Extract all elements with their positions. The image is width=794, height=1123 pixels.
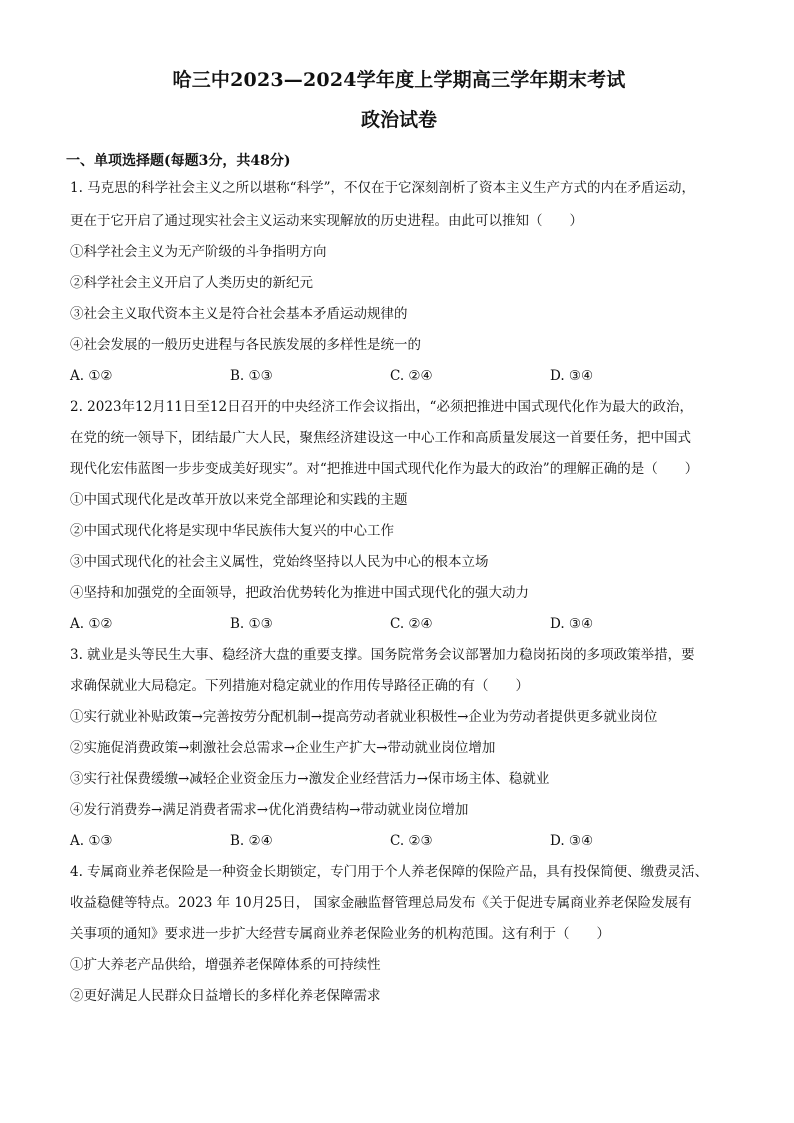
answer-choice: C. ②③ — [390, 833, 433, 849]
statement-item: ③社会主义取代资本主义是符合社会基本矛盾运动规律的 — [70, 306, 408, 322]
answer-choice: A. ①③ — [70, 833, 113, 849]
answer-choice: A. ①② — [70, 368, 113, 384]
question-stem-line: 现代化宏伟蓝图一步步变成美好现实”。对“把推进中国式现代化作为最大的政治”的理解正确的是（ ） — [70, 461, 699, 477]
exam-subtitle: 政治试卷 — [360, 109, 437, 131]
question-stem-line: 求确保就业大局稳定。下列措施对稳定就业的作用传导路径正确的有（ ） — [70, 678, 529, 694]
question-stem-line: 4. 专属商业养老保险是一种资金长期锁定，专门用于个人养老保障的保险产品，具有投保简便、缴费灵活、 — [70, 864, 709, 880]
answer-choice: B. ①③ — [230, 616, 273, 632]
question-list — [70, 173, 728, 1012]
question-1 — [70, 173, 728, 392]
question-2 — [70, 392, 728, 640]
statement-item: ①中国式现代化是改革开放以来党全部理论和实践的主题 — [70, 492, 408, 508]
question-4 — [70, 857, 728, 1012]
question-3 — [70, 640, 728, 857]
statement-item: ④发行消费券→满足消费者需求→优化消费结构→带动就业岗位增加 — [70, 802, 469, 818]
section-heading: 一、单项选择题(每题3分，共48分) — [66, 153, 291, 169]
answer-choice: D. ③④ — [550, 368, 594, 384]
question-stem-line: 在党的统一领导下，团结最广大人民，聚焦经济建设这一中心工作和高质量发展这一首要任务，把中国式 — [70, 430, 691, 446]
statement-item: ①科学社会主义为无产阶级的斗争指明方向 — [70, 244, 327, 260]
answer-choices — [70, 826, 728, 857]
statement-item: ②实施促消费政策→刺激社会总需求→企业生产扩大→带动就业岗位增加 — [70, 740, 496, 756]
answer-choices — [70, 609, 728, 640]
statement-item: ①实行就业补贴政策→完善按劳分配机制→提高劳动者就业积极性→企业为劳动者提供更多就业岗位 — [70, 709, 658, 725]
answer-choice: C. ②④ — [390, 368, 433, 384]
question-stem-line: 关事项的通知》要求进一步扩大经营专属商业养老保险业务的机构范围。这有利于（ ） — [70, 926, 610, 942]
statement-item: ③实行社保费缓缴→减轻企业资金压力→激发企业经营活力→保市场主体、稳就业 — [70, 771, 550, 787]
question-stem-line: 收益稳健等特点。2023 年 10月25日， 国家金融监督管理总局发布《关于促进专属商业养老保险发展有 — [70, 895, 692, 911]
answer-choice: B. ①③ — [230, 368, 273, 384]
answer-choice: B. ②④ — [230, 833, 273, 849]
question-stem-line: 1. 马克思的科学社会主义之所以堪称“科学”，不仅在于它深刻剖析了资本主义生产方式的内在矛盾运动， — [70, 180, 695, 196]
answer-choice: D. ③④ — [550, 616, 594, 632]
question-stem-line: 2. 2023年12月11日至12日召开的中央经济工作会议指出，“必须把推进中国式现代化作为最大的政治， — [70, 399, 693, 415]
answer-choice: C. ②④ — [390, 616, 433, 632]
question-stem-line: 更在于它开启了通过现实社会主义运动来实现解放的历史进程。由此可以推知（ ） — [70, 213, 583, 229]
statement-item: ④坚持和加强党的全面领导，把政治优势转化为推进中国式现代化的强大动力 — [70, 585, 529, 601]
statement-item: ②中国式现代化将是实现中华民族伟大复兴的中心工作 — [70, 523, 394, 539]
answer-choice: D. ③④ — [550, 833, 594, 849]
statement-item: ③中国式现代化的社会主义属性，党始终坚持以人民为中心的根本立场 — [70, 554, 489, 570]
statement-item: ④社会发展的一般历史进程与各民族发展的多样性是统一的 — [70, 337, 421, 353]
statement-item: ②更好满足人民群众日益增长的多样化养老保障需求 — [70, 988, 381, 1004]
question-stem-line: 3. 就业是头等民生大事、稳经济大盘的重要支撑。国务院常务会议部署加力稳岗拓岗的多项政策举措，要 — [70, 647, 695, 663]
answer-choices — [70, 361, 728, 392]
statement-item: ①扩大养老产品供给，增强养老保障体系的可持续性 — [70, 957, 381, 973]
statement-item: ②科学社会主义开启了人类历史的新纪元 — [70, 275, 313, 291]
exam-title: 哈三中2023—2024学年度上学期高三学年期末考试 — [172, 69, 626, 91]
answer-choice: A. ①② — [70, 616, 113, 632]
